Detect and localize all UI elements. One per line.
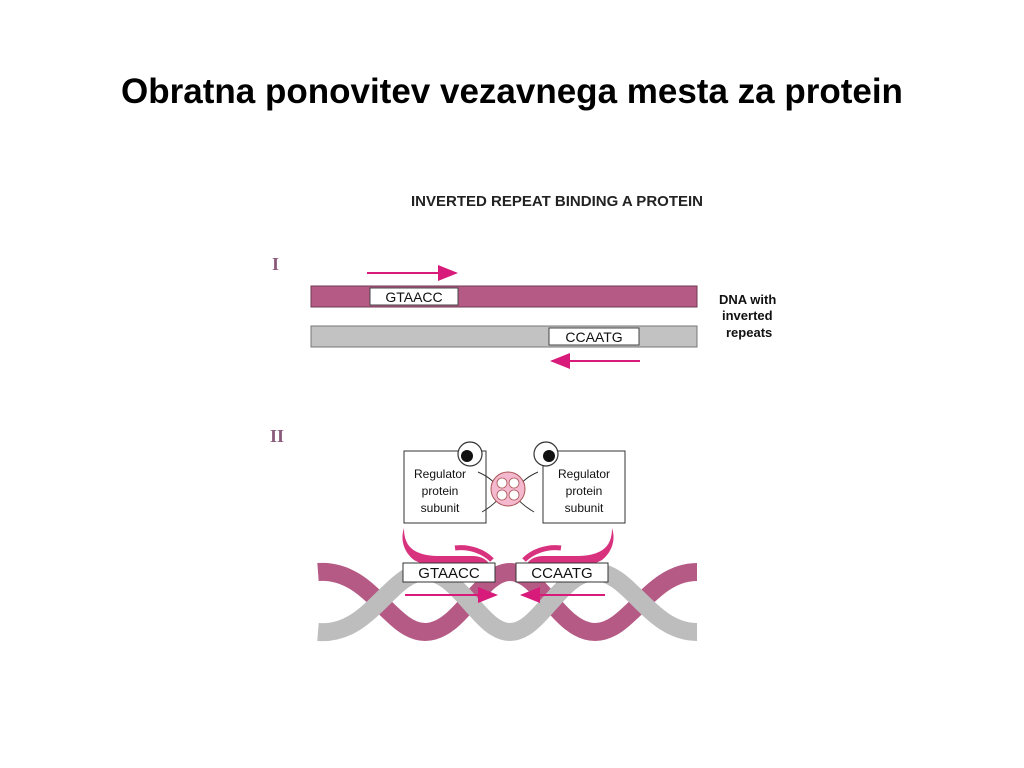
right-binding-site-label: CCAATG	[531, 565, 593, 582]
top-dna-strand	[311, 286, 697, 307]
right-subunit-line-1: Regulator	[557, 467, 611, 481]
right-subunit-line-3: subunit	[564, 501, 604, 515]
bottom-sequence-label: CCAATG	[565, 329, 623, 345]
dna-caption-line-1: DNA with	[719, 292, 777, 307]
left-subunit-line-2: protein	[421, 484, 459, 498]
slide-title: Obratna ponovitev vezavnega mesta za protein	[121, 72, 903, 111]
top-sequence-label: GTAACC	[385, 289, 443, 305]
dna-caption-line-2: inverted	[722, 308, 773, 323]
dna-double-helix	[318, 572, 697, 632]
figure-heading: INVERTED REPEAT BINDING A PROTEIN	[411, 193, 703, 210]
left-subunit-line-3: subunit	[420, 501, 460, 515]
left-subunit-line-1: Regulator	[413, 467, 467, 481]
dimerization-domain	[491, 472, 525, 506]
dna-caption-line-3: repeats	[726, 325, 773, 340]
panel-one-label: I	[272, 254, 280, 274]
left-binding-site-label: GTAACC	[418, 565, 480, 582]
panel-two-label: II	[270, 426, 285, 446]
right-subunit-line-2: protein	[565, 484, 603, 498]
